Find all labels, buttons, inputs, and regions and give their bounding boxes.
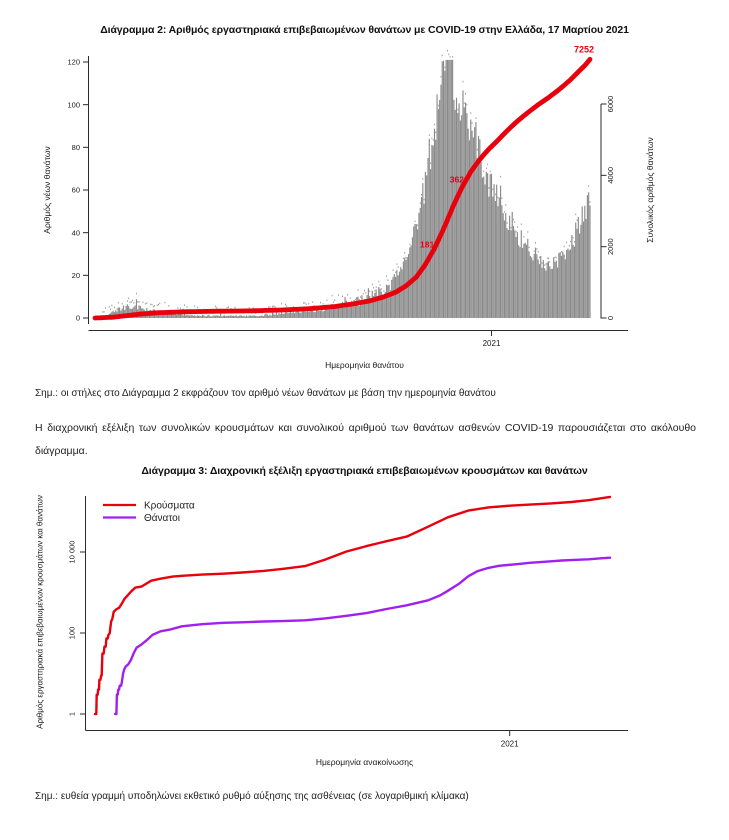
chart2-xlabel: Ημερομηνία θανάτου bbox=[325, 360, 404, 370]
svg-text:20: 20 bbox=[71, 270, 80, 280]
svg-text:6000: 6000 bbox=[606, 95, 615, 113]
svg-text:0: 0 bbox=[606, 315, 615, 321]
legend-label-0: Κρούσματα bbox=[144, 500, 195, 512]
chart3-xlabel: Ημερομηνία ανακοίνωσης bbox=[315, 757, 414, 767]
body-paragraph: Η διαχρονική εξέλιξη των συνολικών κρουσμάτων και συνολικού αριθμού των θανάτων ασθενών COVID-19 παρουσιάζεται στο ακόλουθο διάγραμμα. bbox=[35, 422, 696, 457]
annotation-7252: 7252 bbox=[573, 44, 594, 55]
svg-text:2000: 2000 bbox=[606, 238, 615, 256]
chart3-series-cases bbox=[95, 497, 610, 714]
svg-text:100: 100 bbox=[67, 100, 80, 110]
chart3-title: Διάγραμμα 3: Διαχρονική εξέλιξη εργαστηριακά επιβεβαιωμένων κρουσμάτων και θανάτων bbox=[141, 465, 588, 477]
svg-text:60: 60 bbox=[71, 185, 80, 195]
chart3 bbox=[68, 496, 629, 749]
svg-text:40: 40 bbox=[71, 228, 80, 238]
svg-text:0: 0 bbox=[75, 313, 80, 323]
svg-text:80: 80 bbox=[71, 142, 80, 152]
chart3-note: Σημ.: ευθεία γραμμή υποδηλώνει εκθετικό ρυθμό αύξησης της ασθένειας (σε λογαριθμική κλίμακα) bbox=[35, 791, 469, 802]
chart3-series-deaths bbox=[115, 558, 610, 714]
svg-text:100: 100 bbox=[67, 626, 77, 640]
legend-label-1: Θάνατοι bbox=[144, 513, 180, 524]
svg-text:4000: 4000 bbox=[606, 166, 615, 184]
svg-text:1: 1 bbox=[67, 711, 77, 717]
svg-text:2021: 2021 bbox=[482, 339, 501, 348]
chart2 bbox=[67, 44, 628, 348]
svg-text:10 000: 10 000 bbox=[67, 540, 77, 564]
chart3-legend bbox=[103, 500, 195, 525]
chart2-title: Διάγραμμα 2: Αριθμός εργαστηριακά επιβεβαιωμένων θανάτων με COVID-19 στην Ελλάδα, 17 Μαρτίου 2021 bbox=[100, 24, 629, 36]
annotation-1813: 1813 bbox=[419, 239, 439, 250]
chart3-ylabel: Αριθμός εργαστηριακά επιβεβαιωμένων κρουσμάτων και θανάτων bbox=[35, 495, 45, 729]
svg-text:120: 120 bbox=[67, 57, 80, 67]
svg-text:2021: 2021 bbox=[500, 739, 519, 749]
chart2-ylabel-right: Συνολικός αριθμός θανάτων bbox=[645, 137, 655, 243]
annotation-3626: 3626 bbox=[449, 174, 469, 185]
chart2-bars bbox=[101, 60, 591, 318]
chart2-note: Σημ.: οι στήλες στο Διάγραμμα 2 εκφράζουν τον αριθμό νέων θανάτων με βάση την ημερομηνία θανάτου bbox=[35, 388, 496, 399]
chart2-ylabel-left: Αριθμός νέων θανάτων bbox=[42, 146, 52, 234]
